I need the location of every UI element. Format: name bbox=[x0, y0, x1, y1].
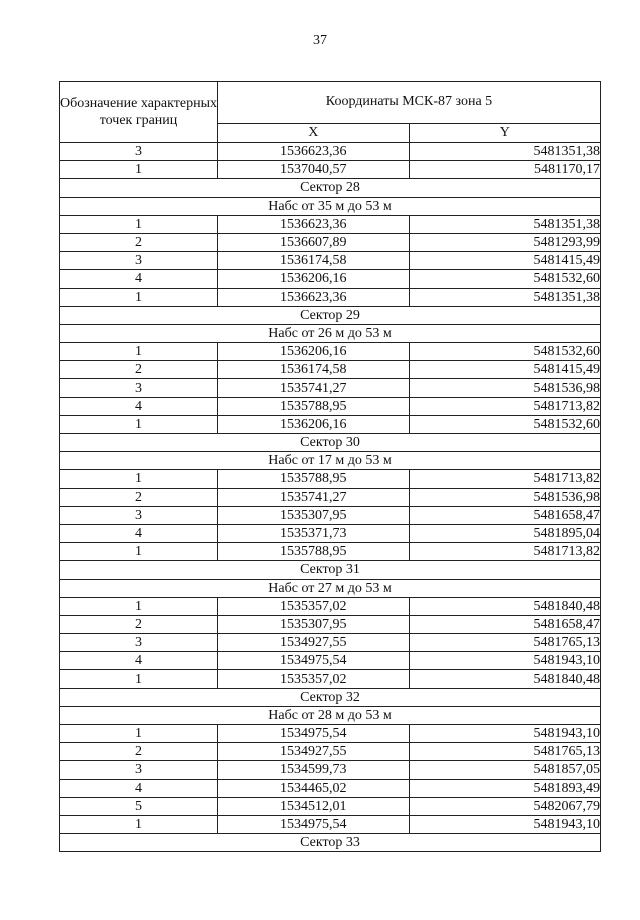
point-number-cell: 3 bbox=[60, 379, 218, 397]
x-coordinate-cell: 1535357,02 bbox=[218, 670, 410, 688]
header-x: X bbox=[218, 123, 410, 142]
x-coordinate-cell: 1535741,27 bbox=[218, 379, 410, 397]
table-row bbox=[60, 288, 601, 306]
table-row bbox=[60, 215, 601, 233]
height-row bbox=[60, 452, 601, 470]
x-coordinate-cell: 1536206,16 bbox=[218, 415, 410, 433]
x-coordinate-cell: 1535357,02 bbox=[218, 597, 410, 615]
table-row bbox=[60, 343, 601, 361]
sector-row bbox=[60, 688, 601, 706]
sector-row bbox=[60, 179, 601, 197]
y-coordinate-cell: 5481415,49 bbox=[409, 252, 601, 270]
x-coordinate-cell: 1536174,58 bbox=[218, 361, 410, 379]
point-number-cell: 1 bbox=[60, 161, 218, 179]
y-coordinate-cell: 5481351,38 bbox=[409, 215, 601, 233]
table-row bbox=[60, 252, 601, 270]
point-number-cell: 2 bbox=[60, 233, 218, 251]
table-row bbox=[60, 270, 601, 288]
y-coordinate-cell: 5481351,38 bbox=[409, 143, 601, 161]
table-row bbox=[60, 779, 601, 797]
table-row bbox=[60, 761, 601, 779]
table-row bbox=[60, 397, 601, 415]
x-coordinate-cell: 1536206,16 bbox=[218, 270, 410, 288]
x-coordinate-cell: 1534975,54 bbox=[218, 652, 410, 670]
y-coordinate-cell: 5481840,48 bbox=[409, 670, 601, 688]
y-coordinate-cell: 5481713,82 bbox=[409, 543, 601, 561]
height-row bbox=[60, 324, 601, 342]
height-range: Набс от 17 м до 53 м bbox=[60, 452, 601, 470]
point-number-cell: 1 bbox=[60, 470, 218, 488]
point-number-cell: 3 bbox=[60, 506, 218, 524]
point-number-cell: 1 bbox=[60, 543, 218, 561]
point-number-cell: 4 bbox=[60, 652, 218, 670]
y-coordinate-cell: 5481943,10 bbox=[409, 815, 601, 833]
y-coordinate-cell: 5481857,05 bbox=[409, 761, 601, 779]
x-coordinate-cell: 1535788,95 bbox=[218, 397, 410, 415]
table-row bbox=[60, 233, 601, 251]
y-coordinate-cell: 5481943,10 bbox=[409, 652, 601, 670]
point-number-cell: 2 bbox=[60, 361, 218, 379]
x-coordinate-cell: 1534975,54 bbox=[218, 725, 410, 743]
table-row bbox=[60, 797, 601, 815]
table-row bbox=[60, 670, 601, 688]
table-row bbox=[60, 524, 601, 542]
point-number-cell: 3 bbox=[60, 761, 218, 779]
height-range: Набс от 27 м до 53 м bbox=[60, 579, 601, 597]
y-coordinate-cell: 5481840,48 bbox=[409, 597, 601, 615]
height-row bbox=[60, 197, 601, 215]
y-coordinate-cell: 5481536,98 bbox=[409, 488, 601, 506]
table-row bbox=[60, 506, 601, 524]
point-number-cell: 3 bbox=[60, 143, 218, 161]
coordinates-table bbox=[59, 81, 601, 852]
table-row bbox=[60, 615, 601, 633]
y-coordinate-cell: 5481532,60 bbox=[409, 270, 601, 288]
point-number-cell: 3 bbox=[60, 252, 218, 270]
point-number-cell: 1 bbox=[60, 815, 218, 833]
x-coordinate-cell: 1536206,16 bbox=[218, 343, 410, 361]
table-row bbox=[60, 488, 601, 506]
y-coordinate-cell: 5481713,82 bbox=[409, 470, 601, 488]
y-coordinate-cell: 5481943,10 bbox=[409, 725, 601, 743]
point-number-cell: 1 bbox=[60, 725, 218, 743]
point-number-cell: 1 bbox=[60, 343, 218, 361]
x-coordinate-cell: 1535788,95 bbox=[218, 543, 410, 561]
point-number-cell: 2 bbox=[60, 488, 218, 506]
point-number-cell: 4 bbox=[60, 397, 218, 415]
point-number-cell: 1 bbox=[60, 288, 218, 306]
y-coordinate-cell: 5481658,47 bbox=[409, 506, 601, 524]
height-range: Набс от 28 м до 53 м bbox=[60, 706, 601, 724]
table-row bbox=[60, 470, 601, 488]
height-range: Набс от 26 м до 53 м bbox=[60, 324, 601, 342]
sector-row bbox=[60, 306, 601, 324]
y-coordinate-cell: 5481658,47 bbox=[409, 615, 601, 633]
header-coordinates: Координаты МСК-87 зона 5 bbox=[218, 82, 601, 124]
y-coordinate-cell: 5481893,49 bbox=[409, 779, 601, 797]
x-coordinate-cell: 1535307,95 bbox=[218, 506, 410, 524]
y-coordinate-cell: 5482067,79 bbox=[409, 797, 601, 815]
point-number-cell: 1 bbox=[60, 670, 218, 688]
x-coordinate-cell: 1535307,95 bbox=[218, 615, 410, 633]
point-number-cell: 4 bbox=[60, 270, 218, 288]
point-number-cell: 1 bbox=[60, 415, 218, 433]
table-row bbox=[60, 725, 601, 743]
x-coordinate-cell: 1536174,58 bbox=[218, 252, 410, 270]
point-number-cell: 1 bbox=[60, 215, 218, 233]
y-coordinate-cell: 5481765,13 bbox=[409, 634, 601, 652]
table-header bbox=[60, 82, 601, 143]
table-row bbox=[60, 161, 601, 179]
sector-title: Сектор 29 bbox=[60, 306, 601, 324]
table-row bbox=[60, 634, 601, 652]
table-row bbox=[60, 415, 601, 433]
x-coordinate-cell: 1536623,36 bbox=[218, 215, 410, 233]
sector-title: Сектор 31 bbox=[60, 561, 601, 579]
x-coordinate-cell: 1535741,27 bbox=[218, 488, 410, 506]
table-row bbox=[60, 361, 601, 379]
table-body bbox=[60, 143, 601, 852]
height-range: Набс от 35 м до 53 м bbox=[60, 197, 601, 215]
y-coordinate-cell: 5481532,60 bbox=[409, 343, 601, 361]
y-coordinate-cell: 5481170,17 bbox=[409, 161, 601, 179]
point-number-cell: 1 bbox=[60, 597, 218, 615]
header-y: Y bbox=[409, 123, 601, 142]
x-coordinate-cell: 1534927,55 bbox=[218, 743, 410, 761]
table-row bbox=[60, 597, 601, 615]
x-coordinate-cell: 1534465,02 bbox=[218, 779, 410, 797]
x-coordinate-cell: 1534599,73 bbox=[218, 761, 410, 779]
table-row bbox=[60, 743, 601, 761]
table-row bbox=[60, 143, 601, 161]
sector-title: Сектор 32 bbox=[60, 688, 601, 706]
sector-title: Сектор 28 bbox=[60, 179, 601, 197]
x-coordinate-cell: 1534512,01 bbox=[218, 797, 410, 815]
x-coordinate-cell: 1536623,36 bbox=[218, 143, 410, 161]
x-coordinate-cell: 1536623,36 bbox=[218, 288, 410, 306]
table-row bbox=[60, 815, 601, 833]
table-row bbox=[60, 652, 601, 670]
y-coordinate-cell: 5481532,60 bbox=[409, 415, 601, 433]
page-number: 37 bbox=[313, 33, 327, 48]
y-coordinate-cell: 5481765,13 bbox=[409, 743, 601, 761]
y-coordinate-cell: 5481293,99 bbox=[409, 233, 601, 251]
y-coordinate-cell: 5481536,98 bbox=[409, 379, 601, 397]
y-coordinate-cell: 5481415,49 bbox=[409, 361, 601, 379]
height-row bbox=[60, 579, 601, 597]
table-row bbox=[60, 543, 601, 561]
sector-row bbox=[60, 834, 601, 852]
y-coordinate-cell: 5481895,04 bbox=[409, 524, 601, 542]
table-row bbox=[60, 379, 601, 397]
x-coordinate-cell: 1536607,89 bbox=[218, 233, 410, 251]
point-number-cell: 3 bbox=[60, 634, 218, 652]
x-coordinate-cell: 1537040,57 bbox=[218, 161, 410, 179]
x-coordinate-cell: 1534927,55 bbox=[218, 634, 410, 652]
sector-row bbox=[60, 434, 601, 452]
x-coordinate-cell: 1535371,73 bbox=[218, 524, 410, 542]
sector-row bbox=[60, 561, 601, 579]
point-number-cell: 2 bbox=[60, 743, 218, 761]
point-number-cell: 4 bbox=[60, 524, 218, 542]
sector-title: Сектор 33 bbox=[60, 834, 601, 852]
point-number-cell: 5 bbox=[60, 797, 218, 815]
point-number-cell: 4 bbox=[60, 779, 218, 797]
header-point-designation: Обозначение характерных точек границ bbox=[60, 82, 218, 143]
height-row bbox=[60, 706, 601, 724]
sector-title: Сектор 30 bbox=[60, 434, 601, 452]
point-number-cell: 2 bbox=[60, 615, 218, 633]
y-coordinate-cell: 5481713,82 bbox=[409, 397, 601, 415]
x-coordinate-cell: 1535788,95 bbox=[218, 470, 410, 488]
x-coordinate-cell: 1534975,54 bbox=[218, 815, 410, 833]
y-coordinate-cell: 5481351,38 bbox=[409, 288, 601, 306]
